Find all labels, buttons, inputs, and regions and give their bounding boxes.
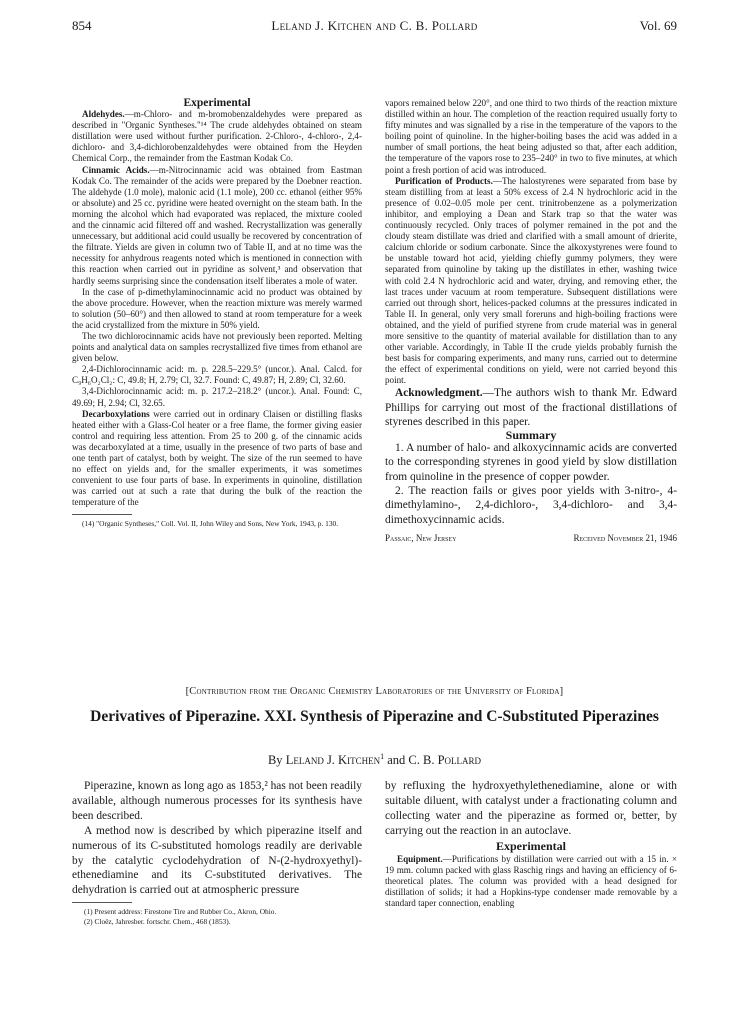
paragraph-text: —The halostyrenes were separated from base by steam distilling from at least a 50% excess of 2.4 N hydrochloric acid in the presence of 0.02–0.05 mole per cent. trinitrobenzene as a polymerization inhibitor, and employing a Dean and Stark trap so that the water was continuously recycled. Only traces of polymer remained in the pot and the cloudy steam distillate was dried and clarified with a small amount of drierite, calcium chloride or sodium carbonate. Since the alkoxystyrenes were found to be unstable toward hot acid, yielding chiefly gummy polymers, they were separated from quinoline by taking up the distillates in ether, washing twice with cold 2.4 N hydrochloric acid and water, drying, and removing ether, the last traces under vacuum at room temperature. Subsequent distillations were carried out through short, helices-packed columns at the pressures indicated in Table II. In general, only very small foreruns and high-boiling fractions were obtained, and the yield of purified styrene from crude material was in general more sensitive to the quantity of material available for distillation than to any other variable. Accordingly, in Table II the crude yields probably furnish the best basis for comparing experiments, and many runs, carried out to determine the effect of experimental conditions on yield, were not carried beyond this point. bbox=[385, 175, 677, 386]
run-in-heading: Purification of Products. bbox=[395, 175, 493, 186]
paragraph-decarboxylations bbox=[72, 409, 362, 509]
paragraph-text: In the case of p-dimethylaminocinnamic acid no product was obtained by the above procedure. However, when the reaction mixture was merely warmed to solution (50–60°) and then allowed to stand at room temperature for a week the acid crystallized from the mixture in 50% yield. bbox=[72, 286, 362, 330]
summary-heading: Summary bbox=[505, 427, 557, 442]
place-line: Passaic, New Jersey bbox=[385, 533, 457, 544]
run-in-heading: Cinnamic Acids. bbox=[82, 164, 150, 175]
page-number: 854 bbox=[72, 18, 92, 33]
left-column bbox=[72, 98, 362, 666]
footnote-rule bbox=[72, 514, 132, 515]
summary-item: 2. The reaction fails or gives poor yields with 3-nitro-, 4-dimethylamino-, 2,4-dichloro-, 3,4-dichloro- and 3,4-dimethoxycinnamic acids. bbox=[385, 484, 677, 526]
paragraph-text: 2,4-Dichlorocinnamic acid: m. p. 228.5–229.5° (uncor.). Anal. Calcd. for C₉H₆O₂Cl₂: C, 49.8; H, 2.79; Cl, 32.7. Found: C, 49.87; H, 2.89; Cl, 32.60. bbox=[72, 364, 362, 386]
paragraph-text: The two dichlorocinnamic acids have not previously been reported. Melting points and analytical data on samples recrystallized five times from ethanol are given below. bbox=[72, 330, 362, 364]
summary-item: 1. A number of halo- and alkoxycinnamic acids are converted to the corresponding styrenes in good yield by slow distillation from quinoline in the presence of copper powder. bbox=[385, 441, 677, 483]
paragraph-text: 3,4-Dichlorocinnamic acid: m. p. 217.2–218.2° (uncor.). Anal. Found: C, 49.69; H, 2.94; Cl, 32.65. bbox=[72, 386, 362, 408]
intro-paragraph: Piperazine, known as long ago as 1853,² has not been readily available, although numerous processes for its synthesis have been described. bbox=[72, 780, 362, 822]
article-right-column bbox=[385, 779, 677, 1011]
paragraph-24-dichloro bbox=[72, 364, 362, 386]
footnote-1: (1) Present address: Firestone Tire and Rubber Co., Akron, Ohio. bbox=[84, 907, 277, 917]
paragraph-text: —m-Chloro- and m-bromobenzaldehydes were prepared as described in "Organic Syntheses."¹⁴ The crude aldehydes obtained on steam distillation were used without further purification. 2-Chloro-, 4-chloro-, 2,4-dichloro- and 3,4-dichlorobenzaldehydes were obtained from the Heyden Chemical Corp., the remainder from the Eastman Kodak Co. bbox=[72, 109, 362, 164]
byline-and: and bbox=[387, 753, 406, 768]
acknowledgment-text: —The authors wish to thank Mr. Edward Phillips for carrying out most of the fractional distillations of styrenes described in this paper. bbox=[385, 387, 677, 429]
paragraph-aldehydes bbox=[72, 109, 362, 164]
paragraph-34-dichloro bbox=[72, 386, 362, 408]
run-in-heading: Aldehydes. bbox=[82, 109, 125, 120]
footnote-14: (14) "Organic Syntheses," Coll. Vol. II, John Wiley and Sons, New York, 1943, p. 130. bbox=[82, 519, 339, 529]
method-paragraph: A method now is described by which piperazine itself and numerous of its C-substituted homologs readily are derivable by the catalytic cyclodehydration of N-(2-hydroxyethyl)-ethenediamine and its C-substituted derivatives. The dehydration is carried out at atmospheric pressure bbox=[72, 824, 362, 897]
author-2: C. B. Pollard bbox=[408, 753, 482, 768]
paragraph-continued bbox=[385, 98, 677, 176]
right-column bbox=[385, 98, 677, 666]
running-head-authors: Leland J. Kitchen and C. B. Pollard bbox=[271, 18, 478, 33]
paragraph-dimethylamino bbox=[72, 287, 362, 331]
author-1-footnote-mark: 1 bbox=[380, 752, 385, 761]
volume-number: Vol. 69 bbox=[639, 18, 677, 33]
article-left-column bbox=[72, 779, 362, 1011]
article-title: Derivatives of Piperazine. XXI. Synthesis of Piperazine and C-Substituted Piperazines bbox=[90, 708, 659, 725]
byline-prefix: By bbox=[267, 753, 283, 768]
section-heading-experimental: Experimental bbox=[183, 98, 251, 109]
paragraph-cinnamic-acids bbox=[72, 165, 362, 287]
running-head bbox=[72, 18, 677, 40]
paragraph-text: —Purifications by distillation were carried out with a 15 in. × 19 mm. column packed with glass Raschig rings and having an efficiency of 6-theoretical plates. The column was provided with a head designed for distillation of solids; it had a Hopkins-type condenser made removable by a standard taper connection, enabling bbox=[385, 853, 677, 908]
received-date: Received November 21, 1946 bbox=[573, 533, 677, 544]
continuation-paragraph: by refluxing the hydroxyethylethenediamine, alone or with suitable diluent, with catalyst under a fractionating column and collecting water and the piperazine as formed or, better, by carrying out the reaction in an autoclave. bbox=[385, 780, 677, 837]
acknowledgment bbox=[385, 386, 677, 429]
run-in-heading: Equipment. bbox=[397, 853, 443, 864]
equipment-paragraph bbox=[385, 854, 677, 909]
byline bbox=[72, 752, 677, 768]
footnote-rule bbox=[72, 902, 132, 903]
experimental-heading: Experimental bbox=[496, 838, 566, 853]
acknowledgment-heading: Acknowledgment. bbox=[395, 387, 483, 400]
run-in-heading: Decarboxylations bbox=[82, 408, 150, 419]
paragraph-purification bbox=[385, 176, 677, 387]
paragraph-dichloro-intro bbox=[72, 331, 362, 364]
paragraph-text: vapors remained below 220°, and one third to two thirds of the reaction mixture distilled within an hour. The completion of the reaction required usually forty to fifty minutes and was signalled by a rise in the temperature of the vapors to the boiling point of quinoline. In the higher-boiling bases the acid was added in a number of small portions, the heat being adjusted so that, after each addition, the temperature of the vapors rose to 235–240° in two to five minutes, at which point a fresh portion of acid was introduced. bbox=[385, 98, 677, 175]
paragraph-text: —m-Nitrocinnamic acid was obtained from Eastman Kodak Co. The remainder of the acids were prepared by the Doebner reaction. The aldehyde (1.0 mole), malonic acid (1.1 mole), 200 cc. ethanol (either 95% or absolute) and 25 cc. pyridine were heated overnight on the steam bath. In the morning the alcohol which had evaporated was replaced, the mixture cooled and the cinnamic acid filtered off and washed. Recrystallization was generally unnecessary, but additional acid could usually be recovered by concentration of the filtrate. Yields are given in column two of Table II, and at no time was the necessity for anhydrous reagents noted which is mentioned in connection with this reaction when carried out in pyridine as solvent,³ and observation that hardly seems surprising since the condensation itself liberates a mole of water. bbox=[72, 164, 362, 286]
paragraph-text: were carried out in ordinary Claisen or distilling flasks heated either with a Glass-Col heater or a free flame, the former giving easier control and requiring less attention. From 25 to 200 g. of the cinnamic acids was decarboxylated at a time, usually in the presence of two parts of base and one tenth part of catalyst, both by weight. The size of the run seemed to have no effect on yields and, for the smaller experiments, it was sometimes convenient to use four parts of base. In experiments in quinoline, distillation was carried out at such a rate that during the bulk of the reaction the temperature of the bbox=[72, 408, 362, 508]
footnote-2: (2) Cloëz, Jahresber. fortschr. Chem., 468 (1853). bbox=[84, 916, 231, 926]
author-1: Leland J. Kitchen bbox=[285, 753, 381, 768]
signature-row bbox=[385, 533, 677, 547]
contribution-line: [Contribution from the Organic Chemistry Laboratories of the University of Florida] bbox=[185, 686, 564, 697]
